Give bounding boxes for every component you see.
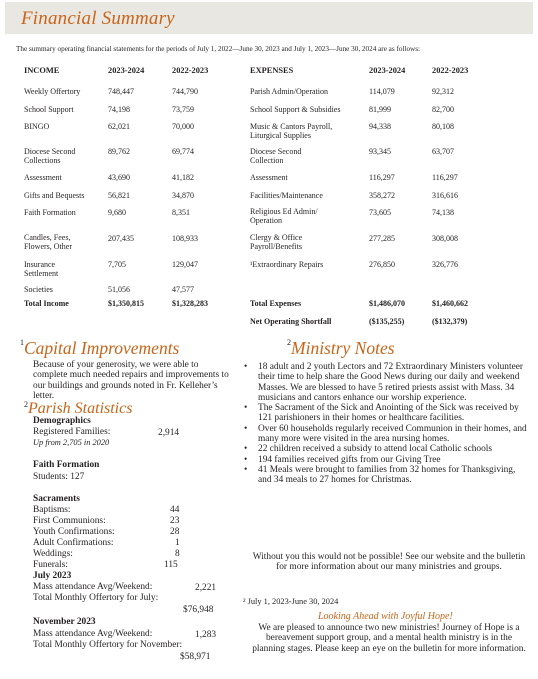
demographics-heading: Demographics (33, 416, 91, 426)
income-total-v2: $1,328,283 (172, 299, 208, 308)
expenses-row-v2: 80,108 (432, 122, 454, 131)
income-row-label: Assessment (24, 173, 62, 182)
sacrament-label: First Communions: (33, 516, 106, 526)
income-row-v1: 207,435 (108, 234, 134, 243)
income-row-v1: 89,762 (108, 147, 130, 156)
expenses-row-v1: 93,345 (369, 147, 391, 156)
stats-footnote-marker: 2 (24, 400, 28, 409)
expenses-row-v1: 114,079 (369, 87, 395, 96)
expenses-row-label: Religious Ed Admin/ Operation (250, 207, 318, 225)
income-row-v1: 62,021 (108, 122, 130, 131)
expenses-total-label: Total Expenses (250, 299, 302, 308)
income-row-v2: 73,759 (172, 105, 194, 114)
sacrament-value: 28 (170, 527, 180, 537)
shortfall-v1: ($135,255) (369, 317, 405, 326)
income-row-label: Candles, Fees, Flowers, Other (24, 233, 72, 251)
ministry-bullet-list (244, 362, 530, 486)
expenses-row-v1: 116,297 (369, 173, 395, 182)
income-row-label: School Support (24, 105, 74, 114)
registered-label: Registered Families: (33, 427, 111, 437)
capital-heading (20, 338, 179, 359)
income-row-v2: 108,933 (172, 234, 198, 243)
income-row-v2: 34,870 (172, 191, 194, 200)
faith-students: Students: 127 (33, 472, 85, 482)
income-row-v1: 43,690 (108, 173, 130, 182)
sacrament-label: Funerals: (33, 560, 68, 570)
income-row-label: Diocese Second Collections (24, 147, 76, 165)
capital-body: Because of your generosity, we were able to complete much needed repairs and improvements to our buildings and grounds noted in Fr. Kelleher’s letter. (33, 360, 229, 401)
income-row-v2: 47,577 (172, 285, 194, 294)
july-mass-value: 2,221 (195, 583, 217, 593)
july-heading: July 2023 (33, 571, 72, 581)
list-item: • 41 Meals were brought to families from 32 homes for Thanksgiving, and 34 meals to 27 homes for Christmas. (244, 465, 530, 486)
expenses-row-v2: 63,707 (432, 147, 454, 156)
list-item: • 22 children received a subsidy to attend local Catholic schools (244, 444, 530, 454)
expenses-row-v2: 316,616 (432, 191, 458, 200)
income-row-v2: 69,774 (172, 147, 194, 156)
sacrament-value: 8 (175, 549, 180, 559)
november-offertory-label: Total Monthly Offertory for November: (33, 640, 183, 650)
income-row-v2: 744,790 (172, 87, 198, 96)
expenses-row-label: Clergy & Office Payroll/Benefits (250, 233, 303, 251)
income-row-v1: 748,447 (108, 87, 134, 96)
november-offertory-value: $58,971 (180, 652, 211, 662)
income-total-v1: $1,350,815 (108, 299, 144, 308)
income-row-label: BINGO (24, 122, 50, 131)
intro-text: The summary operating financial statements for the periods of July 1, 2022—June 30, 2023 and July 1, 2023—June 30, 2024 are as follows: (16, 45, 421, 53)
sacrament-value: 1 (175, 538, 180, 548)
expenses-row-v1: 276,850 (369, 260, 395, 269)
sacrament-value: 115 (164, 560, 178, 570)
header-banner (5, 2, 533, 34)
income-total-label: Total Income (24, 299, 69, 308)
expenses-row-v2: 82,700 (432, 105, 454, 114)
list-item: • 18 adult and 2 youth Lectors and 72 Extraordinary Ministers volunteer their time to help share the Good News during our daily and weekend Masses. We are blessed to have 5 retired priests assist with Mass. 34 musicians and cantors enhance our worship experience. (244, 362, 530, 403)
income-row-v2: 70,000 (172, 122, 194, 131)
list-item: • 194 families received gifts from our Giving Tree (244, 455, 530, 465)
expenses-row-label: Facilities/Maintenance (250, 191, 323, 200)
faith-heading: Faith Formation (33, 460, 100, 470)
ministry-closing: Without you this would not be possible! See our website and the bulletin for more information about our many ministries and groups. (252, 552, 526, 573)
november-mass-label: Mass attendance Avg/Weekend: (33, 629, 153, 639)
expenses-row-label: Assessment (250, 173, 288, 182)
looking-ahead-title: Looking Ahead with Joyful Hope! (318, 611, 453, 622)
sacraments-heading: Sacraments (33, 494, 80, 504)
ministry-heading (287, 338, 395, 359)
ministry-footnote-marker: 2 (287, 338, 291, 347)
income-row-label: Insurance Settlement (24, 260, 59, 278)
expenses-row-label: Parish Admin/Operation (250, 87, 328, 96)
expenses-total-v2: $1,460,662 (432, 299, 468, 308)
july-mass-label: Mass attendance Avg/Weekend: (33, 582, 153, 592)
capital-footnote-marker: 1 (20, 338, 24, 347)
expenses-row-v1: 277,285 (369, 234, 395, 243)
income-row-v1: 56,821 (108, 191, 130, 200)
income-row-label: Weekly Offertory (24, 87, 81, 96)
income-row-v2: 129,047 (172, 260, 198, 269)
november-mass-value: 1,283 (195, 630, 217, 640)
income-row-label: Societies (24, 285, 53, 294)
ministry-title: Ministry Notes (291, 338, 395, 358)
july-offertory-label: Total Monthly Offertory for July: (33, 593, 159, 603)
income-row-v1: 7,705 (108, 260, 126, 269)
ministry-footnote: ² July 1, 2023-June 30, 2024 (243, 597, 339, 606)
income-row-v2: 8,351 (172, 208, 190, 217)
income-row-label: Gifts and Bequests (24, 191, 85, 200)
expenses-row-v2: 92,312 (432, 87, 454, 96)
sacrament-label: Weddings: (33, 549, 73, 559)
shortfall-label: Net Operating Shortfall (250, 317, 332, 326)
expenses-row-v1: 94,338 (369, 122, 391, 131)
expenses-row-v1: 358,272 (369, 191, 395, 200)
sacrament-label: Youth Confirmations: (33, 527, 115, 537)
registered-value: 2,914 (158, 428, 180, 438)
stats-title: Parish Statistics (28, 400, 133, 417)
expenses-col2-header: 2022-2023 (432, 66, 469, 75)
expenses-row-v2: 74,138 (432, 208, 454, 217)
expenses-row-v2: 116,297 (432, 173, 458, 182)
november-heading: November 2023 (33, 617, 96, 627)
page-title: Financial Summary (21, 8, 175, 29)
income-row-v2: 41,182 (172, 173, 194, 182)
list-item: • The Sacrament of the Sick and Anointing of the Sick was received by 121 parishioners in their homes or healthcare facilities. (244, 403, 530, 424)
list-item: • Over 60 households regularly received Communion in their homes, and many more were visited in the area nursing homes. (244, 424, 530, 445)
expenses-total-v1: $1,486,070 (369, 299, 405, 308)
expenses-row-v2: 308,008 (432, 234, 458, 243)
expenses-row-v1: 81,999 (369, 105, 391, 114)
capital-title: Capital Improvements (24, 338, 180, 358)
expenses-row-label: ¹Extraordinary Repairs (250, 260, 324, 269)
income-row-v1: 74,198 (108, 105, 130, 114)
looking-ahead-body: We are pleased to announce two new ministries! Journey of Hope is a bereavement support group, and a mental health ministry is in the planning stages. Please keep an eye on the bulletin for more information. (252, 623, 526, 654)
shortfall-v2: ($132,379) (432, 317, 468, 326)
sacrament-label: Adult Confirmations: (33, 538, 114, 548)
sacrament-value: 23 (170, 516, 180, 526)
july-offertory-value: $76,948 (183, 605, 214, 615)
demographics-note: Up from 2,705 in 2020 (33, 438, 110, 447)
expenses-col1-header: 2023-2024 (369, 66, 406, 75)
expenses-row-v2: 326,776 (432, 260, 458, 269)
income-row-v1: 9,680 (108, 208, 126, 217)
expenses-row-label: School Support & Subsidies (250, 105, 341, 114)
sacrament-value: 44 (170, 505, 180, 515)
income-row-label: Faith Formation (24, 208, 76, 217)
expenses-row-label: Diocese Second Collection (250, 147, 302, 165)
expenses-heading: EXPENSES (250, 66, 294, 75)
sacrament-label: Baptisms: (33, 505, 71, 515)
income-row-v1: 51,056 (108, 285, 130, 294)
income-col2-header: 2022-2023 (172, 66, 209, 75)
expenses-row-label: Music & Cantors Payroll, Liturgical Supplies (250, 122, 333, 140)
expenses-row-v1: 73,605 (369, 208, 391, 217)
income-heading: INCOME (24, 66, 60, 75)
income-col1-header: 2023-2024 (108, 66, 145, 75)
